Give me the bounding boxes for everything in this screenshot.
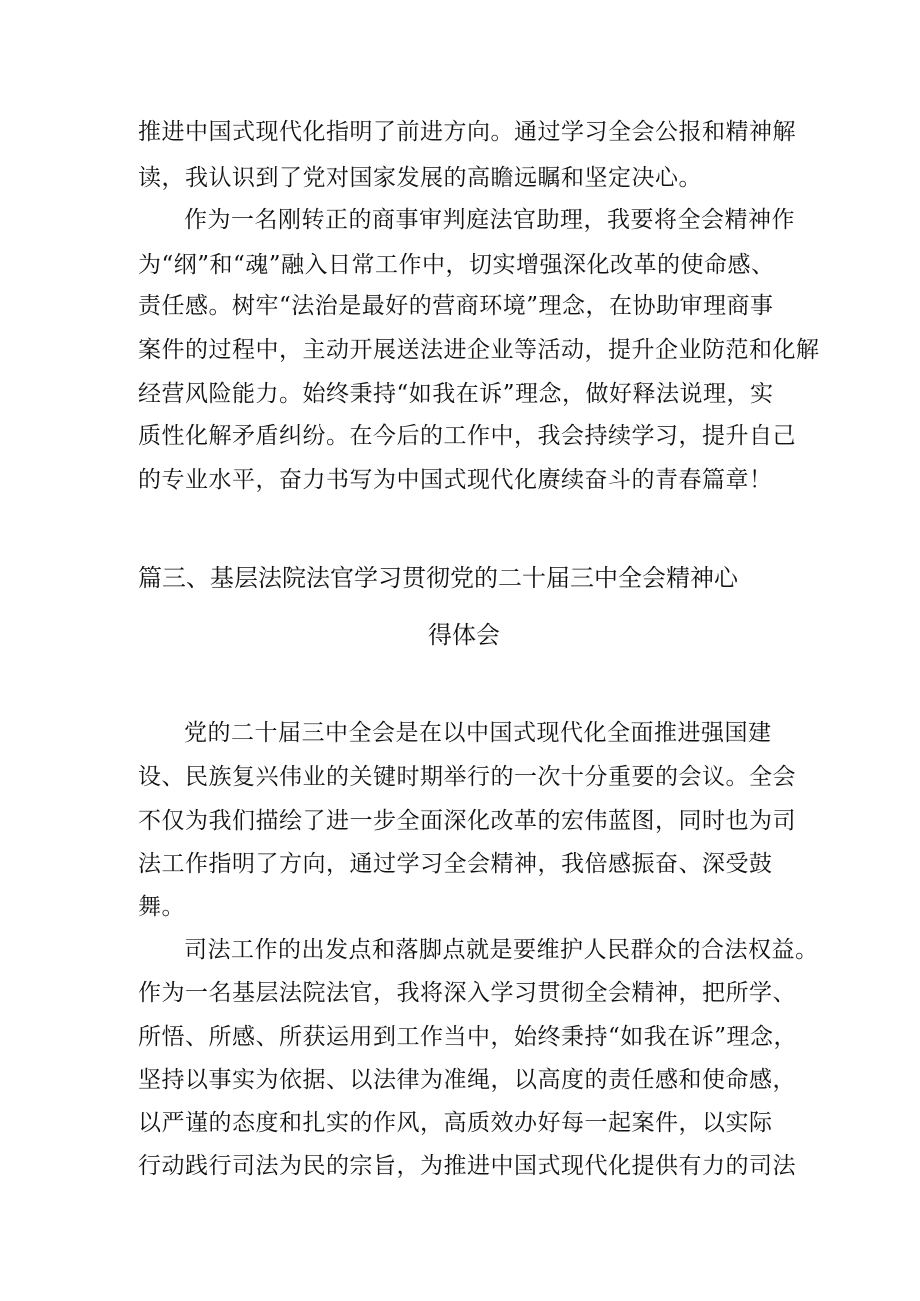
paragraph-line: 作为一名基层法院法官，我将深入学习贯彻全会精神，把所学、 xyxy=(138,980,796,1006)
section-title-continued: 得体会 xyxy=(428,621,500,649)
paragraph-line: 行动践行司法为民的宗旨，为推进中国式现代化提供有力的司法 xyxy=(138,1153,796,1179)
paragraph-line: 司法工作的出发点和落脚点就是要维护人民群众的合法权益。 xyxy=(184,937,819,963)
paragraph-line: 作为一名刚转正的商事审判庭法官助理，我要将全会精神作 xyxy=(184,207,795,233)
paragraph-line: 坚持以事实为依据、以法律为准绳，以高度的责任感和使命感， xyxy=(138,1067,796,1093)
paragraph-line: 质性化解矛盾纠纷。在今后的工作中，我会持续学习，提升自己 xyxy=(138,423,796,449)
paragraph-line: 不仅为我们描绘了进一步全面深化改革的宏伟蓝图，同时也为司 xyxy=(138,808,796,834)
paragraph-line: 案件的过程中，主动开展送法进企业等活动，提升企业防范和化解 xyxy=(138,337,820,363)
paragraph-line: 设、民族复兴伟业的关键时期举行的一次十分重要的会议。全会 xyxy=(138,764,796,790)
paragraph-line: 党的二十届三中全会是在以中国式现代化全面推进强国建 xyxy=(184,720,772,746)
paragraph-line: 推进中国式现代化指明了前进方向。通过学习全会公报和精神解 xyxy=(138,119,796,145)
paragraph-line: 所悟、所感、所获运用到工作当中，始终秉持“如我在诉”理念， xyxy=(138,1024,798,1050)
paragraph-line: 舞。 xyxy=(138,894,185,920)
paragraph-line: 责任感。树牢“法治是最好的营商环境”理念，在协助审理商事 xyxy=(138,293,774,319)
paragraph-line: 的专业水平，奋力书写为中国式现代化赓续奋斗的青春篇章！ xyxy=(138,467,773,493)
paragraph-line: 经营风险能力。始终秉持“如我在诉”理念，做好释法说理，实 xyxy=(138,381,774,407)
section-title: 篇三、基层法院法官学习贯彻党的二十届三中全会精神心 xyxy=(138,564,738,592)
paragraph-line: 为“纲”和“魂”融入日常工作中，切实增强深化改革的使命感、 xyxy=(138,252,775,278)
paragraph-line: 以严谨的态度和扎实的作风，高质效办好每一起案件，以实际 xyxy=(138,1110,773,1136)
paragraph-line: 读，我认识到了党对国家发展的高瞻远瞩和坚定决心。 xyxy=(138,165,702,191)
paragraph-line: 法工作指明了方向，通过学习全会精神，我倍感振奋、深受鼓 xyxy=(138,851,773,877)
